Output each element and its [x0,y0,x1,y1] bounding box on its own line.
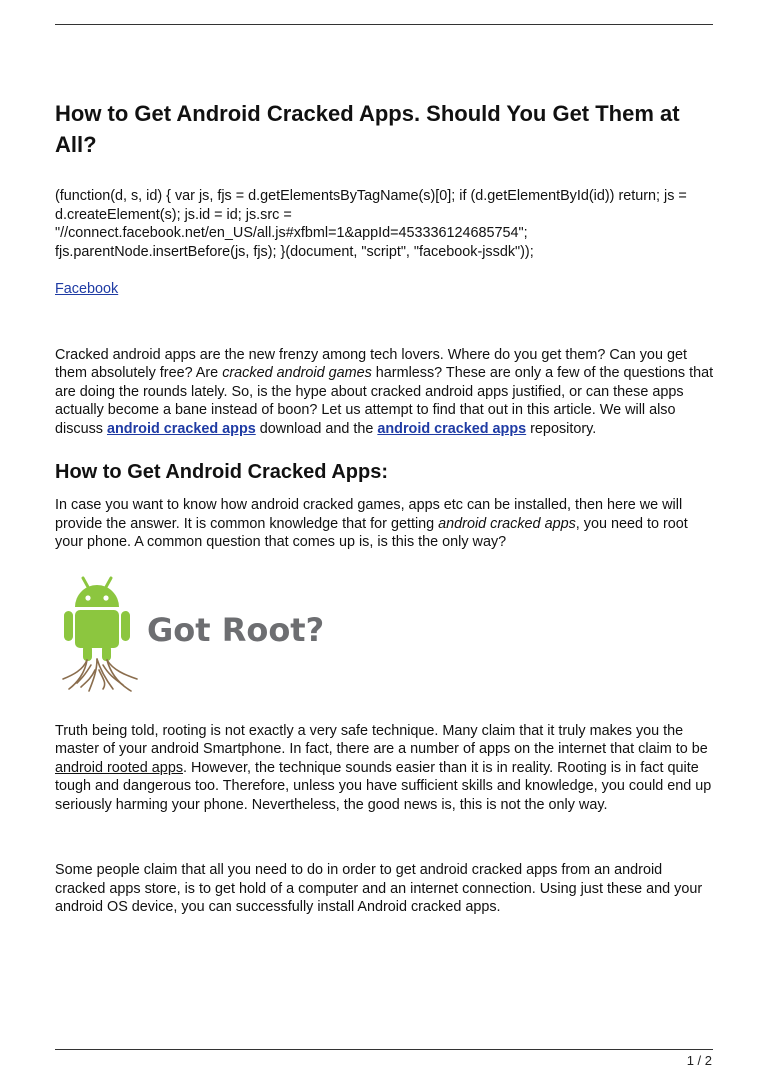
got-root-logo-text: Got Root? [147,610,325,649]
facebook-link[interactable]: Facebook [55,281,119,297]
some-people-paragraph: Some people claim that all you need to do in order to get android cracked apps from an android cracked apps store, is to get hold of a computer and an internet connection. Using just these and your android OS device, you can successfully install Android cracked apps. [55,862,703,915]
got-root-image [55,575,355,695]
android-robot-icon [55,575,355,695]
footer-rule [55,1049,713,1050]
intro-text-3: download and the [255,420,378,437]
android-cracked-apps-link-1[interactable]: android cracked apps [106,420,256,437]
android-rooted-apps-link[interactable]: android rooted apps [55,759,184,776]
document-body [55,98,715,917]
how-text-2: , you need to root your phone. A common question that comes up is, is this the only way? [55,515,688,550]
intro-text-1: Cracked android apps are the new frenzy among tech lovers. Where do you get them? Can you get them absolutely free? Are [55,346,687,381]
header-rule [55,24,713,25]
intro-emphasis: cracked android games [222,365,372,381]
intro-paragraph [55,346,715,439]
truth-text-1: Truth being told, rooting is not exactly a very safe technique. Many claim that it truly makes you the master of your android Smartphone. In fact, there are a number of apps on the internet that claim to be [55,722,708,757]
intro-text-4: repository. [526,420,597,437]
page-title: How to Get Android Cracked Apps. Should You Get Them at All? [55,101,680,157]
page-number: 1 / 2 [686,1053,712,1068]
android-cracked-apps-link-2[interactable]: android cracked apps [377,420,527,437]
embedded-script-text: (function(d, s, id) { var js, fjs = d.getElementsByTagName(s)[0]; if (d.getElementById(id)) return; js = d.createElement(s); js.id = id; js.src = "//connect.facebook.net/en_US/all.js#xfbml=1&appId=453336124685754"; fjs.parentNode.insertBefore(js, fjs); }(document, "script", "facebook-jssdk")); [55,188,687,260]
truth-text-2: . However, the technique sounds easier than it is in reality. Rooting is in fact quite tough and dangerous too. Therefore, unless you have sufficient skills and knowledge, you could end up seriously harming your phone. Nevertheless, the good news is, this is not the only way. [55,759,712,813]
how-emphasis: android cracked apps [438,515,576,532]
intro-text-2: harmless? These are only a few of the questions that are doing the rounds lately. So, is the hype about cracked android apps justified, or can these apps actually become a bane instead of boon? Let us attempt to find that out in this article. We will also discuss [55,365,714,437]
how-text-1: In case you want to know how android cracked games, apps etc can be installed, then here we will provide the answer. It is common knowledge that for getting [55,497,683,532]
truth-paragraph [55,722,715,815]
how-paragraph [55,496,715,552]
section-heading: How to Get Android Cracked Apps: [55,461,388,483]
